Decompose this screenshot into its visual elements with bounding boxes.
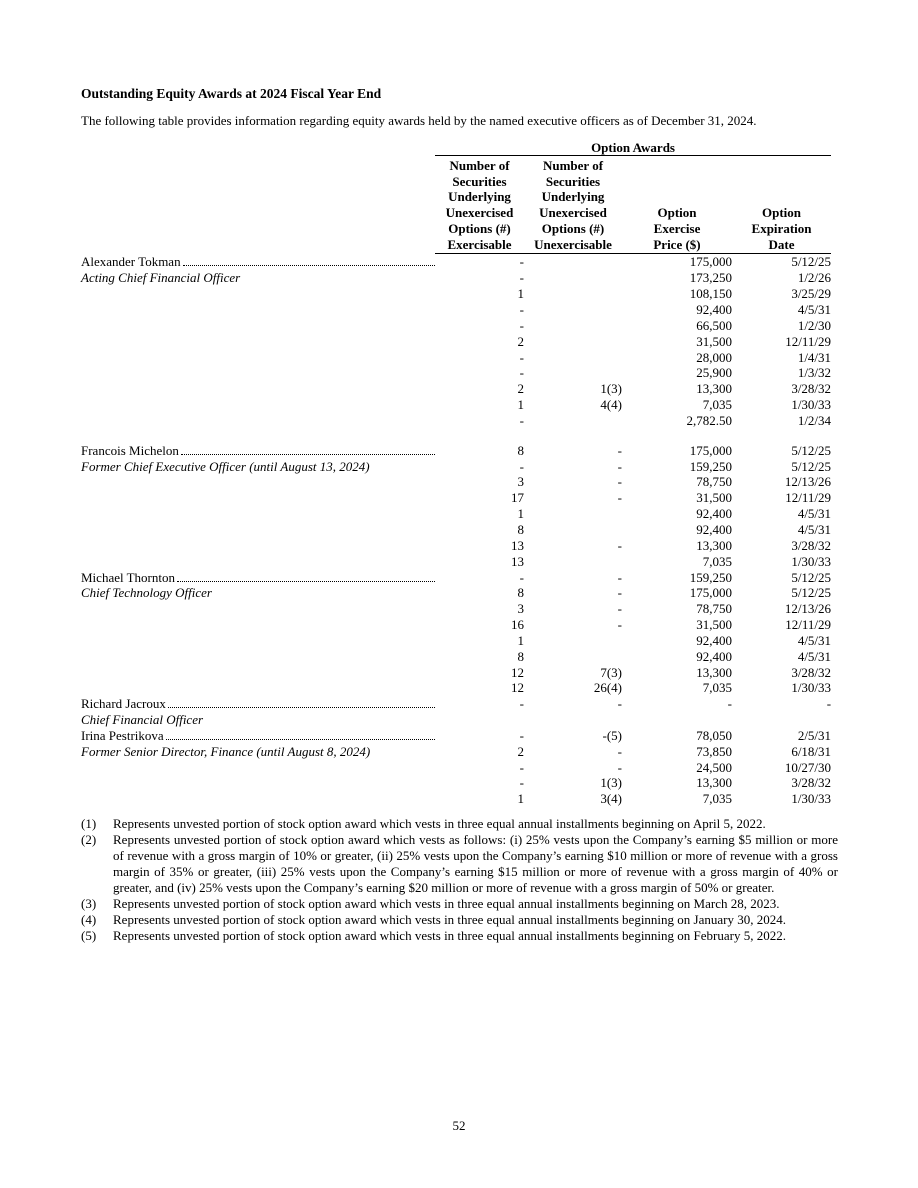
header-line: Securities xyxy=(545,173,601,189)
exercise-price-value: 78,050 xyxy=(696,727,732,743)
unexercisable-value: - xyxy=(617,759,622,775)
exercise-price-value: 13,300 xyxy=(696,381,732,397)
header-line: Unexercised xyxy=(445,205,514,221)
footnote-text: Represents unvested portion of stock option award which vests in three equal annual installments beginning on January 30, 2024. xyxy=(113,912,786,928)
officer-name-cell xyxy=(81,442,435,458)
exercisable-value: 1 xyxy=(517,397,524,413)
exercise-price-value: 66,500 xyxy=(696,317,732,333)
exercise-price-value: 7,035 xyxy=(702,791,732,807)
table-row xyxy=(81,317,831,333)
exercisable-value: - xyxy=(519,696,524,712)
unexercisable-value xyxy=(524,349,622,365)
expiration-date-value: 1/30/33 xyxy=(791,680,832,696)
table-row xyxy=(81,396,831,412)
table-row xyxy=(81,349,831,365)
expiration-date-value: 5/12/25 xyxy=(791,585,832,601)
unexercisable-value: 26(4) xyxy=(593,680,622,696)
exercisable-value: 2 xyxy=(517,333,524,349)
footnote xyxy=(81,816,838,832)
exercise-price-value: 7,035 xyxy=(702,553,732,569)
footnote-marker: (2) xyxy=(81,832,97,848)
exercise-price-value: 173,250 xyxy=(689,270,732,286)
table-row xyxy=(81,569,831,585)
table-row xyxy=(81,790,831,806)
expiration-date-value: 5/12/25 xyxy=(791,442,832,458)
exercise-price-value: 92,400 xyxy=(696,506,732,522)
exercise-price-value: 175,000 xyxy=(689,442,732,458)
exercisable-value: 1 xyxy=(517,791,524,807)
exercise-price-value: 159,250 xyxy=(689,458,732,474)
unexercisable-value xyxy=(524,285,622,301)
table-row xyxy=(81,474,831,490)
officer-name-cell xyxy=(81,727,435,743)
unexercisable-value: - xyxy=(617,585,622,601)
unexercisable-value xyxy=(524,269,622,285)
exercise-price-value: - xyxy=(727,696,732,712)
officer-name-cell xyxy=(81,695,435,711)
exercisable-value: 3 xyxy=(517,601,524,617)
expiration-date-value: 1/30/33 xyxy=(791,553,832,569)
equity-awards-table xyxy=(81,139,831,806)
exercisable-value: 8 xyxy=(517,442,524,458)
header-line: Price ($) xyxy=(653,236,701,252)
exercise-price-value: 92,400 xyxy=(696,521,732,537)
expiration-date-value: 10/27/30 xyxy=(784,759,832,775)
exercise-price-value: 2,782.50 xyxy=(686,412,732,428)
exercise-price-value xyxy=(622,711,732,727)
intro-paragraph: The following table provides information regarding equity awards held by the named executive officers as of December 31, 2024. xyxy=(81,113,757,128)
header-line: Underlying xyxy=(448,189,511,205)
unexercisable-value xyxy=(524,711,622,727)
header-exercise-price xyxy=(622,155,732,253)
option-awards-group-header: Option Awards xyxy=(435,139,831,155)
exercisable-value: 8 xyxy=(517,648,524,664)
exercisable-value: 16 xyxy=(511,617,524,633)
table-row xyxy=(81,600,831,616)
officer-name-cell xyxy=(81,253,435,269)
header-line: Date xyxy=(768,236,795,252)
footnote-marker: (5) xyxy=(81,928,97,944)
spacer-row xyxy=(81,428,831,442)
expiration-date-value: 3/28/32 xyxy=(791,381,832,397)
exercisable-value: 2 xyxy=(517,381,524,397)
exercisable-value xyxy=(435,711,524,727)
expiration-date-value: 6/18/31 xyxy=(791,743,832,759)
unexercisable-value xyxy=(524,317,622,333)
section-title: Outstanding Equity Awards at 2024 Fiscal Year End xyxy=(81,86,382,101)
expiration-date-value: 5/12/25 xyxy=(791,254,832,270)
table-row xyxy=(81,632,831,648)
expiration-date-value: 3/28/32 xyxy=(791,537,832,553)
table-row xyxy=(81,269,831,285)
document-page xyxy=(81,86,838,944)
officer-name: Alexander Tokman xyxy=(81,254,181,270)
exercise-price-value: 73,850 xyxy=(696,743,732,759)
officer-name: Francois Michelon xyxy=(81,442,179,458)
expiration-date-value: 12/11/29 xyxy=(785,617,832,633)
exercisable-value: 1 xyxy=(517,286,524,302)
exercisable-value: - xyxy=(519,270,524,286)
expiration-date-value: 12/11/29 xyxy=(785,490,832,506)
exercisable-value: 17 xyxy=(511,490,524,506)
exercise-price-value: 159,250 xyxy=(689,569,732,585)
exercise-price-value: 13,300 xyxy=(696,537,732,553)
exercise-price-value: 7,035 xyxy=(702,397,732,413)
table-row xyxy=(81,489,831,505)
header-line: Option xyxy=(762,205,802,221)
table-row xyxy=(81,365,831,381)
dot-leader xyxy=(168,707,435,708)
unexercisable-value xyxy=(524,648,622,664)
footnote xyxy=(81,912,838,928)
header-line: Expiration xyxy=(751,221,812,237)
officer-name: Michael Thornton xyxy=(81,569,175,585)
unexercisable-value xyxy=(524,365,622,381)
table-row xyxy=(81,253,831,269)
exercise-price-value: 92,400 xyxy=(696,302,732,317)
unexercisable-value: - xyxy=(617,442,622,458)
exercise-price-value: 92,400 xyxy=(696,648,732,664)
header-line: Underlying xyxy=(541,189,605,205)
exercisable-value: - xyxy=(519,759,524,775)
expiration-date-value: 4/5/31 xyxy=(797,632,832,648)
unexercisable-value: - xyxy=(617,490,622,506)
exercisable-value: - xyxy=(519,412,524,428)
exercise-price-value: 13,300 xyxy=(696,664,732,680)
header-line: Unexercisable xyxy=(534,236,612,252)
expiration-date-value: 12/13/26 xyxy=(784,601,832,617)
header-expiration-date xyxy=(732,155,831,253)
expiration-date-value: 3/28/32 xyxy=(791,775,832,791)
unexercisable-value: 3(4) xyxy=(600,791,622,807)
dot-leader xyxy=(166,739,435,740)
exercisable-value: - xyxy=(519,317,524,333)
exercise-price-value: 175,000 xyxy=(689,254,732,270)
exercisable-value: 8 xyxy=(517,521,524,537)
footnote-text: Represents unvested portion of stock option award which vests in three equal annual installments beginning on April 5, 2022. xyxy=(113,816,766,832)
header-line: Securities xyxy=(452,173,507,189)
exercisable-value: 1 xyxy=(517,506,524,522)
table-row xyxy=(81,442,831,458)
expiration-date-value: - xyxy=(826,696,832,712)
expiration-date-value: 4/5/31 xyxy=(797,506,832,522)
exercise-price-value: 25,900 xyxy=(696,365,732,381)
header-line: Number of xyxy=(542,157,604,173)
unexercisable-value xyxy=(524,521,622,537)
exercise-price-value: 92,400 xyxy=(696,632,732,648)
footnote-marker: (4) xyxy=(81,912,97,928)
exercisable-value: - xyxy=(519,775,524,791)
table-row xyxy=(81,695,831,711)
unexercisable-value: 4(4) xyxy=(600,397,622,413)
unexercisable-value: - xyxy=(617,458,622,474)
unexercisable-value: -(5) xyxy=(602,727,622,743)
officer-role: Former Chief Executive Officer (until August 13, 2024) xyxy=(81,458,370,474)
exercise-price-value: 31,500 xyxy=(696,617,732,633)
unexercisable-value: 1(3) xyxy=(600,381,622,397)
expiration-date-value: 1/30/33 xyxy=(791,397,832,413)
unexercisable-value: - xyxy=(617,743,622,759)
footnote xyxy=(81,928,838,944)
unexercisable-value xyxy=(524,301,622,317)
exercise-price-value: 78,750 xyxy=(696,474,732,490)
footnote-marker: (3) xyxy=(81,896,97,912)
page-number: 52 xyxy=(452,1118,466,1133)
expiration-date-value: 1/3/32 xyxy=(797,365,832,381)
unexercisable-value xyxy=(524,412,622,428)
table-row xyxy=(81,301,831,317)
exercise-price-value: 28,000 xyxy=(696,349,732,365)
exercise-price-value: 24,500 xyxy=(696,759,732,775)
header-unexercisable xyxy=(524,155,622,253)
exercisable-value: - xyxy=(519,569,524,585)
table-row xyxy=(81,727,831,743)
table-row xyxy=(81,521,831,537)
expiration-date-value: 2/5/31 xyxy=(797,727,832,743)
exercisable-value: 12 xyxy=(511,664,524,680)
table-row xyxy=(81,664,831,680)
unexercisable-value: 1(3) xyxy=(600,775,622,791)
table-row xyxy=(81,680,831,696)
unexercisable-value: - xyxy=(617,617,622,633)
expiration-date-value: 4/5/31 xyxy=(797,648,832,664)
expiration-date-value xyxy=(732,711,831,727)
expiration-date-value: 12/13/26 xyxy=(784,474,832,490)
header-line: Exercisable xyxy=(447,236,512,252)
table-row xyxy=(81,711,831,727)
exercisable-value: 13 xyxy=(511,537,524,553)
exercisable-value: 8 xyxy=(517,585,524,601)
officer-name: Irina Pestrikova xyxy=(81,727,164,743)
exercise-price-value: 78,750 xyxy=(696,601,732,617)
officer-role: Chief Financial Officer xyxy=(81,712,204,728)
expiration-date-value: 5/12/25 xyxy=(791,569,832,585)
expiration-date-value: 1/2/26 xyxy=(797,270,832,286)
unexercisable-value: - xyxy=(617,537,622,553)
unexercisable-value: - xyxy=(617,601,622,617)
header-exercisable xyxy=(435,155,524,253)
unexercisable-value: - xyxy=(617,569,622,585)
table-row xyxy=(81,333,831,349)
unexercisable-value xyxy=(524,553,622,569)
exercise-price-value: 31,500 xyxy=(696,333,732,349)
header-line: Options (#) xyxy=(448,221,511,237)
expiration-date-value: 1/30/33 xyxy=(791,791,832,807)
unexercisable-value: - xyxy=(617,474,622,490)
exercisable-value: - xyxy=(519,365,524,381)
expiration-date-value: 1/2/30 xyxy=(797,317,832,333)
table-row xyxy=(81,743,831,759)
exercise-price-value: 31,500 xyxy=(696,490,732,506)
exercisable-value: 1 xyxy=(517,632,524,648)
expiration-date-value: 4/5/31 xyxy=(797,521,832,537)
footnote-marker: (1) xyxy=(81,816,97,832)
header-line: Number of xyxy=(449,157,510,173)
expiration-date-value: 4/5/31 xyxy=(797,302,832,317)
table-row xyxy=(81,412,831,428)
exercise-price-value: 7,035 xyxy=(702,680,732,696)
exercisable-value: - xyxy=(519,302,524,317)
expiration-date-value: 1/2/34 xyxy=(797,412,832,428)
officer-name-cell xyxy=(81,569,435,585)
officer-role: Acting Chief Financial Officer xyxy=(81,270,241,286)
header-line: Option xyxy=(657,205,697,221)
exercisable-value: - xyxy=(519,727,524,743)
exercise-price-value: 175,000 xyxy=(689,585,732,601)
officer-role: Former Senior Director, Finance (until August 8, 2024) xyxy=(81,743,371,759)
table-row xyxy=(81,775,831,791)
footnote-text: Represents unvested portion of stock option award which vests as follows: (i) 25% vests upon the Company’s earning $5 million or more of revenue with a gross margin of 10% or greater, (ii) 25% vests upon the Company’s earning $10 million or more of revenue with a gross margin of 35% or greater, (iii) 25% vests upon the Company’s earning $15 million or more of revenue with a gross margin of 40% or greater, and (iv) 25% vests upon the Company’s earning $20 million or more of revenue with a gross margin of 50% or greater. xyxy=(113,832,838,896)
expiration-date-value: 3/28/32 xyxy=(791,664,832,680)
officer-name: Richard Jacroux xyxy=(81,696,166,712)
table-row xyxy=(81,380,831,396)
table-row xyxy=(81,505,831,521)
unexercisable-value xyxy=(524,333,622,349)
header-line: Options (#) xyxy=(541,221,605,237)
footnote xyxy=(81,832,838,896)
unexercisable-value: - xyxy=(617,696,622,712)
unexercisable-value xyxy=(524,505,622,521)
exercise-price-value: 108,150 xyxy=(689,286,732,302)
exercisable-value: 13 xyxy=(511,553,524,569)
officer-role: Chief Technology Officer xyxy=(81,585,212,601)
table-row xyxy=(81,759,831,775)
table-row xyxy=(81,458,831,474)
exercisable-value: - xyxy=(519,458,524,474)
table-row xyxy=(81,616,831,632)
exercise-price-value: 13,300 xyxy=(696,775,732,791)
expiration-date-value: 3/25/29 xyxy=(791,286,832,302)
table-row xyxy=(81,585,831,601)
expiration-date-value: 12/11/29 xyxy=(785,333,832,349)
table-row xyxy=(81,553,831,569)
exercisable-value: - xyxy=(519,254,524,270)
dot-leader xyxy=(177,581,435,582)
table-row xyxy=(81,285,831,301)
dot-leader xyxy=(183,265,435,266)
expiration-date-value: 5/12/25 xyxy=(791,458,832,474)
unexercisable-value xyxy=(524,632,622,648)
header-line: Exercise xyxy=(653,221,701,237)
exercisable-value: 3 xyxy=(517,474,524,490)
unexercisable-value xyxy=(524,253,622,269)
footnote-text: Represents unvested portion of stock option award which vests in three equal annual installments beginning on March 28, 2023. xyxy=(113,896,780,912)
unexercisable-value: 7(3) xyxy=(600,664,622,680)
exercisable-value: - xyxy=(519,349,524,365)
exercisable-value: 12 xyxy=(511,680,524,696)
table-row xyxy=(81,648,831,664)
header-line: Unexercised xyxy=(539,205,607,221)
footnote xyxy=(81,896,838,912)
table-row xyxy=(81,537,831,553)
expiration-date-value: 1/4/31 xyxy=(797,349,832,365)
dot-leader xyxy=(181,454,435,455)
footnote-text: Represents unvested portion of stock option award which vests in three equal annual installments beginning on February 5, 2022. xyxy=(113,928,786,944)
exercisable-value: 2 xyxy=(517,743,524,759)
footnotes xyxy=(81,816,838,944)
